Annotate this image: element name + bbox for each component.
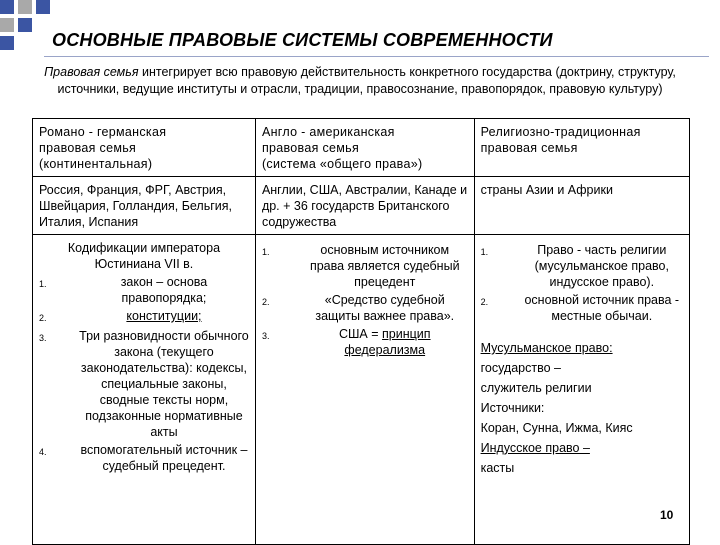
deco-square bbox=[0, 36, 14, 50]
sources-label: Источники: bbox=[480, 401, 545, 415]
sources-list: Коран, Сунна, Ижма, Кияс bbox=[480, 421, 633, 435]
item-number: 2. bbox=[39, 313, 47, 323]
deco-square bbox=[18, 0, 32, 14]
item-number: 1. bbox=[39, 279, 47, 289]
item-text-underlined: принцип федерализма bbox=[344, 327, 431, 357]
countries-religious: страны Азии и Африки bbox=[474, 177, 689, 235]
item-text: закон – основа правопорядка; bbox=[120, 275, 208, 305]
page-number: 10 bbox=[660, 508, 674, 522]
item-text: конституции; bbox=[126, 309, 202, 323]
muslim-law-line: служитель религии bbox=[480, 381, 592, 395]
item-text: основной источник права - местные обычаи. bbox=[524, 293, 680, 323]
header-line: Романо - германская bbox=[39, 125, 167, 139]
intro-term: Правовая семья bbox=[44, 65, 139, 79]
header-line: (система «общего права») bbox=[261, 157, 423, 171]
item-text-plain: США = bbox=[338, 327, 383, 341]
list-item bbox=[262, 292, 468, 324]
header-cell-anglo bbox=[255, 119, 474, 177]
intro-text bbox=[40, 64, 680, 97]
item-text: Три разновидности обычного закона (текущего законодательства): кодексы, специальные законы, сводные тексты норм, подзаконные нормативные акты bbox=[79, 329, 249, 439]
table-row-sources bbox=[33, 235, 690, 545]
item-number: 4. bbox=[39, 447, 47, 457]
header-line: правовая семья bbox=[261, 141, 360, 155]
item-text: вспомогательный источник – судебный прецедент. bbox=[80, 443, 248, 473]
item-text: основным источником права является судебный прецедент bbox=[309, 243, 460, 289]
header-line: правовая семья bbox=[480, 141, 578, 155]
item-number: 2. bbox=[261, 297, 270, 307]
item-text: Право - часть религии (мусульманское право, индусское право). bbox=[534, 243, 669, 289]
sources-anglo bbox=[255, 235, 474, 545]
list-item bbox=[481, 292, 683, 324]
muslim-law-title: Мусульманское право: bbox=[480, 341, 613, 355]
deco-square bbox=[0, 18, 14, 32]
header-line: правовая семья bbox=[39, 141, 137, 155]
table-row-countries bbox=[33, 177, 690, 235]
header-line: (континентальная) bbox=[39, 157, 153, 171]
header-cell-romano bbox=[33, 119, 256, 177]
countries-anglo: Англии, США, Австралии, Канаде и др. + 36 государств Британского содружества bbox=[255, 177, 474, 235]
list-item bbox=[39, 274, 249, 306]
table-row-headers bbox=[33, 119, 690, 177]
intro-rest: интегрирует всю правовую действительность конкретного государства (доктрину, структуру, источники, ведущие институты и отрасли, традиции, правосознание, правопорядок, правовую культуру) bbox=[57, 65, 676, 96]
list-item bbox=[39, 442, 249, 474]
list-item bbox=[262, 326, 468, 358]
list-item bbox=[481, 242, 683, 290]
item-number: 3. bbox=[261, 331, 270, 341]
item-number: 1. bbox=[261, 247, 270, 257]
item-number: 3. bbox=[39, 333, 47, 343]
list-item bbox=[262, 242, 468, 290]
sources-religious bbox=[474, 235, 689, 545]
slide-title: ОСНОВНЫЕ ПРАВОВЫЕ СИСТЕМЫ СОВРЕМЕННОСТИ bbox=[52, 30, 553, 50]
muslim-law-line: государство – bbox=[480, 361, 561, 375]
item-text bbox=[302, 326, 468, 358]
legal-systems-table bbox=[32, 118, 690, 545]
countries-romano: Россия, Франция, ФРГ, Австрия, Швейцария, Голландия, Бельгия, Италия, Испания bbox=[33, 177, 256, 235]
item-number: 2. bbox=[480, 297, 489, 307]
header-line: Англо - американская bbox=[261, 125, 395, 139]
sources-romano bbox=[33, 235, 256, 545]
header-cell-religious bbox=[474, 119, 689, 177]
romano-lead: Кодификации императора Юстиниана VII в. bbox=[67, 241, 221, 271]
deco-square bbox=[36, 0, 50, 14]
religious-details bbox=[481, 338, 683, 478]
hindu-law-title: Индусское право – bbox=[480, 441, 590, 455]
deco-square bbox=[0, 0, 14, 14]
item-number: 1. bbox=[480, 247, 489, 257]
list-item bbox=[39, 328, 249, 440]
deco-square bbox=[18, 18, 32, 32]
header-line: Религиозно-традиционная bbox=[480, 125, 641, 139]
hindu-law-line: касты bbox=[480, 461, 515, 475]
list-item bbox=[39, 308, 249, 326]
item-text: «Средство судебной защиты важнее права». bbox=[315, 293, 455, 323]
title-rule bbox=[44, 56, 709, 57]
